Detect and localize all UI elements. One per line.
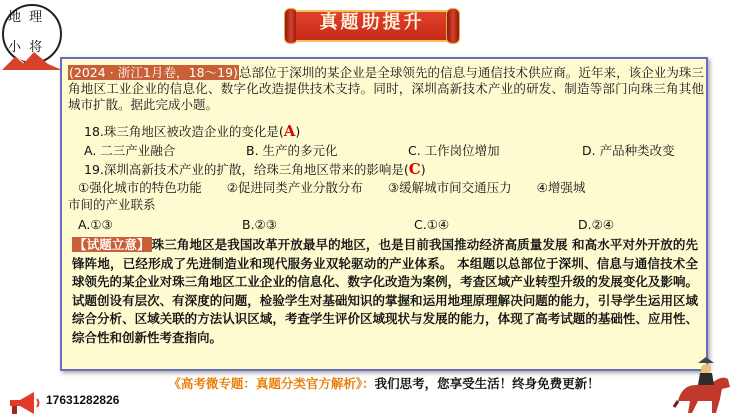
intro-paragraph bbox=[68, 65, 704, 113]
footer-text: 我们思考，您享受生活！终身免费更新！ bbox=[374, 376, 600, 391]
question-card bbox=[60, 57, 708, 371]
megaphone-icon bbox=[6, 390, 42, 416]
logo-line-2: 小 将 bbox=[8, 40, 45, 55]
q18-answer: A bbox=[283, 122, 296, 140]
q18-option-d: D. 产品种类改变 bbox=[582, 143, 675, 158]
q18-stem: 18.珠三角地区被改造企业的变化是(A) bbox=[84, 122, 301, 140]
q18-option-c: C. 工作岗位增加 bbox=[408, 143, 500, 158]
q18-option-a: A. 二三产业融合 bbox=[84, 143, 176, 158]
contact-area bbox=[0, 384, 160, 419]
q19-statements-1: ①强化城市的特色功能 ②促进同类产业分散分布 ③缓解城市间交通压力 ④增强城 bbox=[78, 180, 586, 195]
q19-stem: 19.深圳高新技术产业的扩散，给珠三角地区带来的影响是(C) bbox=[84, 160, 426, 178]
horse-rider-icon bbox=[672, 355, 738, 417]
q19-statements-2: 市间的产业联系 bbox=[68, 197, 156, 212]
q19-answer: C bbox=[408, 160, 421, 178]
intro-text: 总部位于深圳的某企业是全球领先的信息与通信技术供应商。近年来，该企业为珠三角地区工业企业的信息化、数字化改造提供技术支持。同时，深圳高新技术产业的研发、制造等部门向珠三角其他城市扩散。据此完成小题。 bbox=[68, 65, 705, 112]
phone-number: 17631282826 bbox=[46, 393, 120, 407]
title-banner bbox=[284, 4, 460, 48]
logo-line-1: 地 理 bbox=[8, 10, 45, 25]
q19-option-a: A.①③ bbox=[78, 217, 113, 232]
q19-option-d: D.②④ bbox=[578, 217, 615, 232]
analysis-box bbox=[66, 234, 704, 366]
page-title: 真题助提升 bbox=[319, 12, 425, 33]
analysis-text: 珠三角地区是我国改革开放最早的地区，也是目前我国推动经济高质量发展 和高水平对外开放的先锋阵地，已经形成了先进制造业和现代服务业双轮驱动的产业体系。 本组题以总部位于深圳、信息与通信技术全球领先的某企业对珠三角地区工业企业的信息化、数字化改造为案例，考查区域产业转型升级的发展变化及影响。试题创设有层次、有深度的问题，检验学生对基础知识的掌握和运用地理原理解决问题的能力，引导学生运用区域综合分析、区域关联的方法认识区域，考查学生评价区域现状与发展的能力，体现了高考试题的基础性、应用性、综合性和创新性考查指向。 bbox=[72, 237, 698, 345]
q19-option-c: C.①④ bbox=[414, 217, 450, 232]
q19-option-b: B.②③ bbox=[242, 217, 277, 232]
source-label: (2024 · 浙江1月卷，18～19) bbox=[69, 65, 238, 80]
footer-highlight: 《高考微专题：真题分类官方解析》： bbox=[168, 376, 375, 391]
analysis-tag: 【试题立意】 bbox=[74, 237, 150, 252]
q18-option-b: B. 生产的多元化 bbox=[246, 143, 338, 158]
mountain-icon bbox=[2, 50, 62, 72]
